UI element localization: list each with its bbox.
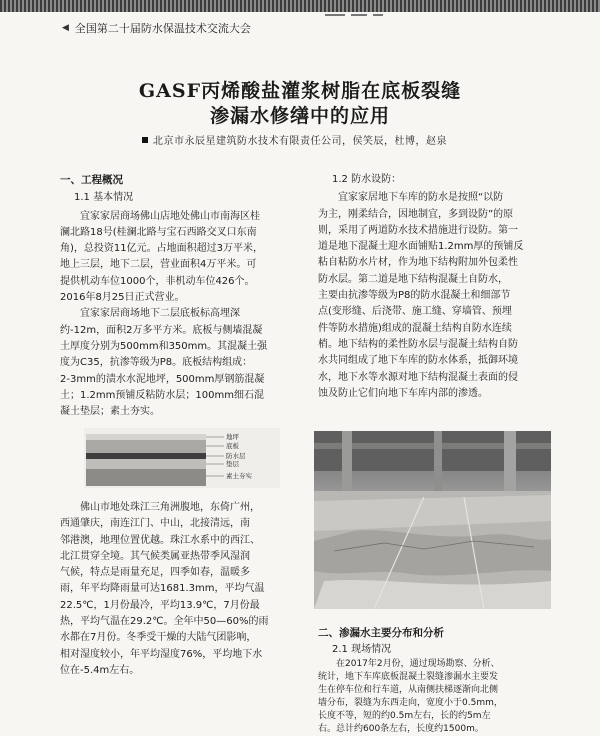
article-authors: [142, 132, 447, 147]
garage-floor-photo: [314, 431, 551, 609]
layer-cushion: [86, 459, 206, 469]
section1-para3: 佛山市地处珠江三角洲腹地，东倚广州， 西通肇庆，南连江门、中山，北接清远，南 邻港澳，地理位置优越。珠江水系中的西江、 北江贯穿全境。其气候类属亚热带季风湿润 气候，特点是雨量充足，四季如春，温暖多 雨，年平均降雨量可达1681.3mm，平均气温 22.5℃，1月份最冷，平均13.9℃，7月份最 热，平均气温在29.2℃。全年中50—60%的雨 水都在7月份。冬季受干燥的大陆气团影响， 相对湿度较小，年平均湿度76%，平均地下水 位在-5.4m左右。: [60, 502, 269, 676]
diagram-label-cushion: 垫层: [226, 460, 239, 468]
diagram-label-soil: 素土夯实: [226, 472, 252, 480]
layer-waterproof: [86, 453, 206, 459]
article-title-line2: 渗漏水修缮中的应用: [209, 105, 390, 127]
right-column-bottom: [318, 643, 546, 736]
section1-heading: 一、工程概况: [60, 174, 123, 186]
top-decorative-marks: [322, 2, 412, 14]
section2-1-heading: 2.1 现场情况: [332, 644, 392, 655]
top-decorative-bar: [0, 0, 600, 12]
square-bullet-icon: [142, 137, 148, 143]
section1-2-heading: 1.2 防水设防：: [332, 174, 402, 185]
section1-1-heading: 1.1 基本情况: [74, 192, 134, 204]
floor-layer-diagram: [84, 428, 280, 488]
section2-heading: 二、渗漏水主要分布和分析: [318, 627, 444, 639]
triangle-bullet-icon: ◀: [62, 23, 69, 33]
article-title-line1: GASF丙烯酸盐灌浆树脂在底板裂缝: [138, 80, 462, 102]
right-column-top: [318, 172, 546, 402]
section2-1-para: 在2017年2月份，通过现场勘察、分析、 统计，地下车库底板混凝土裂缝渗漏水主要发 生在停车位和行车道，从南侧扶梯逐渐向北侧 墙分布，裂缝为东西走向，宽度小于0.5mm， 长度不等，短的约0.5m左右，长的约5m左 右。总计约600条左右，长度约1500m。: [318, 659, 503, 734]
section1-para1: 宜家家居商场佛山店地处佛山市南海区桂 澜北路18号(桂澜北路与宝石西路交叉口东南 角)，总投资11亿元。占地面积超过3万平米， 地上三层，地下二层，营业面积4万平米。可 提供机动车位1000个，非机动车位426个。 2016年8月25日正式营业。: [60, 210, 263, 304]
diagram-label-floor: 地坪: [226, 433, 239, 441]
left-column-top: [60, 172, 300, 420]
layer-floor: [86, 434, 206, 440]
diagram-label-slab: 底板: [226, 442, 239, 450]
section1-2-para: 宜家家居地下车库的防水是按照“以防 为主，刚柔结合，因地制宜，多到设防”的原 则，采用了两道防水技术措施进行设防。第一 道是地下混凝土迎水面铺贴1.2mm厚的预铺反 粘自粘防水片材，作为地下结构附加外包柔性 防水层。第二道是地下结构混凝土自防水， 主要由抗渗等级为P8的防水混凝土和细部节 点(变形缝、后浇带、施工缝、穿墙管、预埋 件等防水措施)组成的混凝土结构自防水连续 梢。地下结构的柔性防水层与混凝土结构自防 水共同组成了地下车库的防水体系，抵御环境 水，地下水等水源对地下结构混凝土表面的侵 蚀及防止它们向地下车库内部的渗透。: [318, 192, 524, 399]
section1-para2: 宜家家居商场地下二层底板标高埋深 约-12m，面积2万多平方米。底板与侧墙混凝 土厚度分别为500mm和350mm。其混凝土强 度为C35，抗渗等级为P8。底板结构组成： 2-3mm的渍水水泥地坪，500mm厚钢筋混凝 土；1.2mm预铺反粘防水层；100mm细石混 凝土垫层；素土夯实。: [60, 308, 268, 418]
diagram-label-waterproof: 防水层: [226, 452, 246, 460]
conference-title: 全国第二十届防水保温技术交流大会: [74, 22, 251, 35]
right-column-section2: [318, 625, 546, 643]
authors-text: 北京市永辰星建筑防水技术有限责任公司，侯笑辰，杜博，赵泉: [153, 136, 447, 147]
layer-soil: [86, 469, 206, 486]
layer-slab: [86, 440, 206, 453]
conference-header: [62, 20, 251, 36]
left-column-bottom: [60, 500, 300, 679]
